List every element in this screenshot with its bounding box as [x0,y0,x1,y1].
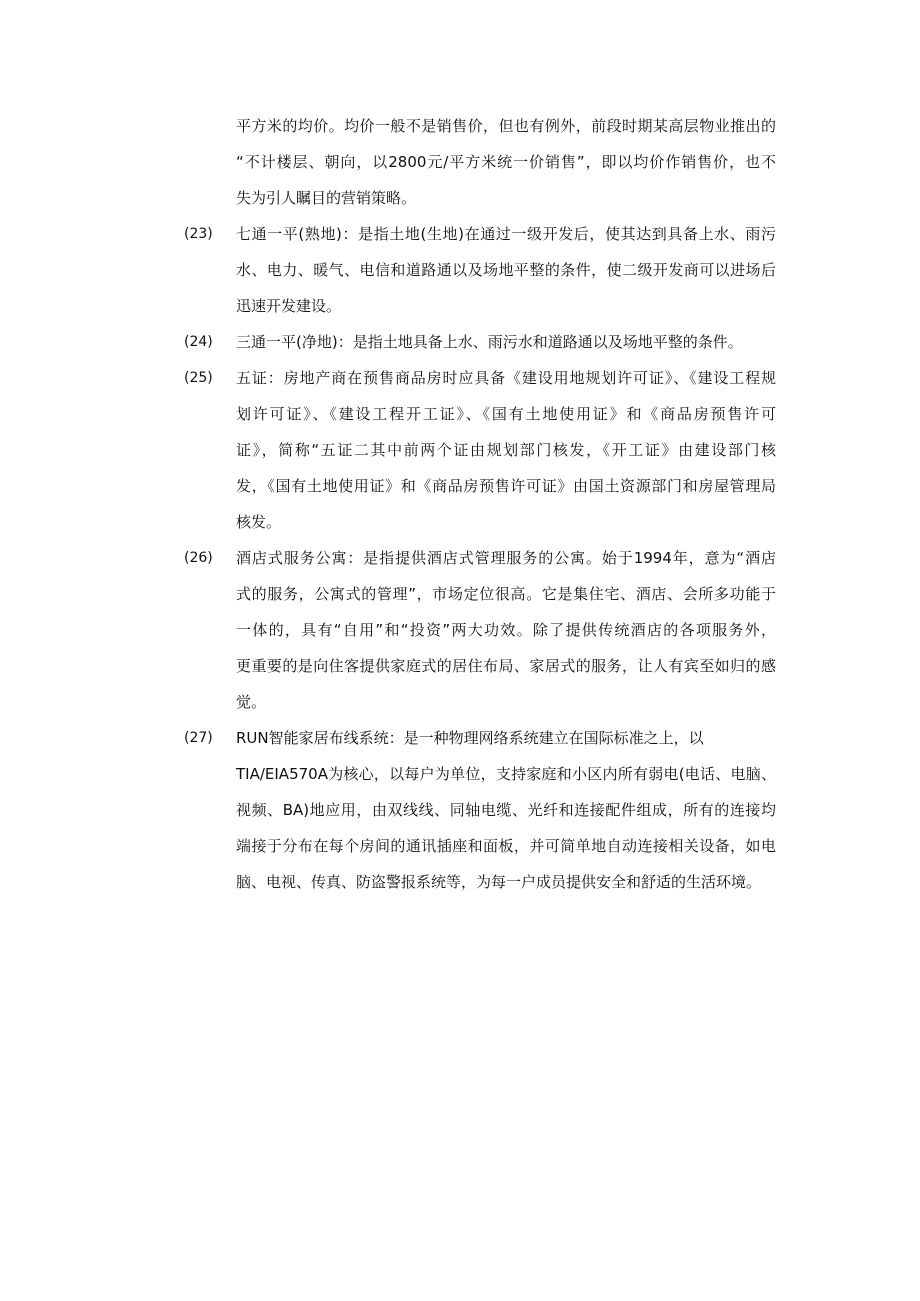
item-25-line-5: 核发。 [236,513,282,531]
item-number-23: (23) [184,226,213,242]
item-26-line-2: 式的服务，公寓式的管理”，市场定位很高。它是集住宅、酒店、会所多功能于 [236,585,776,603]
intro-line-3: 失为引人瞩目的营销策略。 [236,189,417,207]
item-27-line-3: 视频、BA)地应用，由双线线、同轴电缆、光纤和连接配件组成，所有的连接均 [236,801,776,819]
item-number-26: (26) [184,550,213,566]
item-25-line-2: 划许可证》、《建设工程开工证》、《国有土地使用证》和《商品房预售许可 [236,405,776,423]
item-number-24: (24) [184,334,213,350]
item-25-line-1: 五证：房地产商在预售商品房时应具备《建设用地规划许可证》、《建设工程规 [236,369,776,387]
item-25-line-3: 证》，简称“五证二其中前两个证由规划部门核发，《开工证》由建设部门核 [236,441,776,459]
item-27-line-2: TIA/EIA570A为核心，以每户为单位，支持家庭和小区内所有弱电(电话、电脑、 [236,765,776,783]
item-26-line-3: 一体的，具有“自用”和“投资”两大功效。除了提供传统酒店的各项服务外， [236,621,776,639]
item-26-line-1: 酒店式服务公寓：是指提供酒店式管理服务的公寓。始于1994年，意为“酒店 [236,549,776,567]
item-23-line-2: 水、电力、暖气、电信和道路通以及场地平整的条件，使二级开发商可以进场后 [236,261,776,279]
item-number-27: (27) [184,730,213,746]
item-23-line-3: 迅速开发建设。 [236,297,342,315]
item-24-line-1: 三通一平(净地)：是指土地具备上水、雨污水和道路通以及场地平整的条件。 [236,333,743,351]
item-25-line-4: 发，《国有土地使用证》和《商品房预售许可证》由国土资源部门和房屋管理局 [236,477,776,495]
item-23-line-1: 七通一平(熟地)：是指土地(生地)在通过一级开发后，使其达到具备上水、雨污 [236,225,776,243]
item-26-line-5: 觉。 [236,693,267,711]
item-27-line-5: 脑、电视、传真、防盗警报系统等，为每一户成员提供安全和舒适的生活环境。 [236,873,762,891]
item-27-line-1: RUN智能家居布线系统：是一种物理网络系统建立在国际标准之上，以 [236,729,704,747]
item-number-25: (25) [184,370,213,386]
item-26-line-4: 更重要的是向住客提供家庭式的居住布局、家居式的服务，让人有宾至如归的感 [236,657,776,675]
intro-line-1: 平方米的均价。均价一般不是销售价，但也有例外，前段时期某高层物业推出的 [236,117,776,135]
intro-line-2: “不计楼层、朝向，以2800元/平方米统一价销售”，即以均价作销售价，也不 [236,153,776,171]
item-27-line-4: 端接于分布在每个房间的通讯插座和面板，并可简单地自动连接相关设备，如电 [236,837,776,855]
